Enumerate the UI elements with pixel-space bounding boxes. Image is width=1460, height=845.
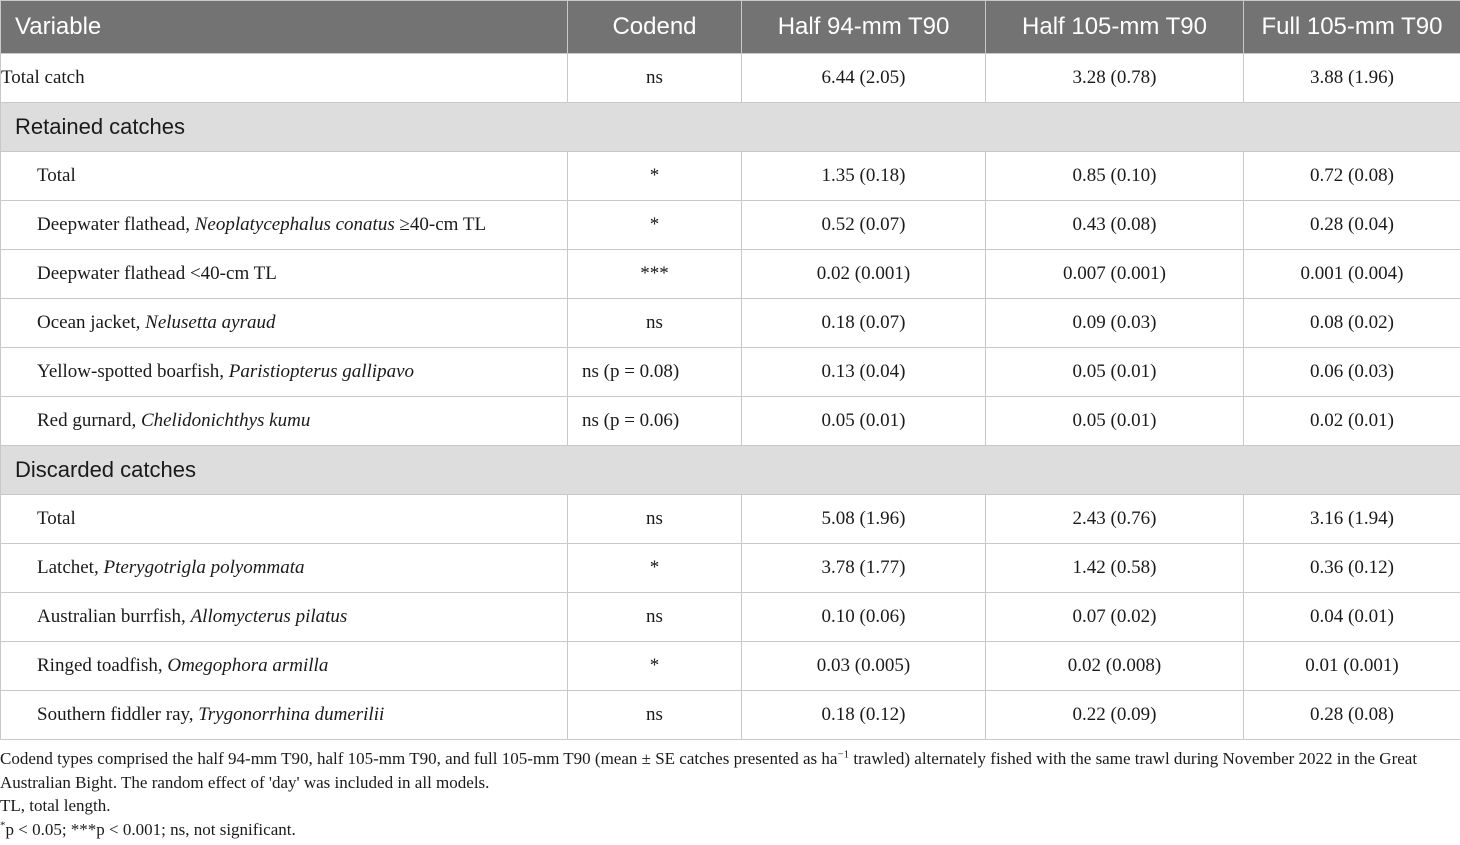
table-row <box>1 152 1460 201</box>
cell-value: 0.05 (0.01) <box>742 397 986 446</box>
cell-variable <box>1 397 568 446</box>
common-name: Ocean jacket, <box>37 312 146 333</box>
common-name: Yellow-spotted boarfish, <box>37 361 229 382</box>
cell-variable <box>1 593 568 642</box>
cell-value: 0.72 (0.08) <box>1244 152 1460 201</box>
cell-codend: ns <box>568 593 742 642</box>
cell-codend: ns <box>568 495 742 544</box>
footnote-text: p < 0.05; ***p < 0.001; ns, not significant. <box>5 819 296 839</box>
scientific-name: Neoplatycephalus conatus <box>194 214 395 235</box>
header-codend: Codend <box>568 1 742 54</box>
cell-value: 0.43 (0.08) <box>986 201 1244 250</box>
footnote-text: trawled) alternately fished with the same trawl during November 2022 in the Great Australian Bight. The random effect of 'day' was included in all models. <box>0 749 1418 792</box>
common-name: Total <box>37 508 76 529</box>
cell-value: 0.10 (0.06) <box>742 593 986 642</box>
cell-value: 0.08 (0.02) <box>1244 299 1460 348</box>
cell-value: 0.04 (0.01) <box>1244 593 1460 642</box>
cell-value: 3.16 (1.94) <box>1244 495 1460 544</box>
cell-codend: ns (p = 0.08) <box>568 348 742 397</box>
cell-value: 0.02 (0.001) <box>742 250 986 299</box>
cell-variable <box>1 152 568 201</box>
cell-value: 1.42 (0.58) <box>986 544 1244 593</box>
table-row <box>1 201 1460 250</box>
section-row-retained <box>1 103 1460 152</box>
discarded-rows <box>1 495 1460 740</box>
header-row <box>1 1 1460 54</box>
cell-value: 0.05 (0.01) <box>986 348 1244 397</box>
section-row-discarded <box>1 446 1460 495</box>
table-footnotes <box>0 747 1460 841</box>
cell-codend: * <box>568 201 742 250</box>
cell-value: 0.85 (0.10) <box>986 152 1244 201</box>
cell-value: 0.36 (0.12) <box>1244 544 1460 593</box>
cell-variable <box>1 201 568 250</box>
table-row <box>1 691 1460 740</box>
cell-value: 0.001 (0.004) <box>1244 250 1460 299</box>
common-name: Latchet, <box>37 557 104 578</box>
cell-codend: ns (p = 0.06) <box>568 397 742 446</box>
table-row <box>1 642 1460 691</box>
table-row <box>1 544 1460 593</box>
table-row <box>1 593 1460 642</box>
cell-value: 0.05 (0.01) <box>986 397 1244 446</box>
cell-value: 0.007 (0.001) <box>986 250 1244 299</box>
cell-value: 5.08 (1.96) <box>742 495 986 544</box>
cell-value: 0.28 (0.04) <box>1244 201 1460 250</box>
cell-variable <box>1 642 568 691</box>
cell-variable: Total catch <box>1 54 568 103</box>
header-variable: Variable <box>1 1 568 54</box>
section-title: Retained catches <box>1 103 1460 152</box>
scientific-name: Paristiopterus gallipavo <box>228 361 415 382</box>
scientific-name: Trygonorrhina dumerilii <box>198 704 385 725</box>
cell-value: 0.02 (0.008) <box>986 642 1244 691</box>
cell-value: 0.01 (0.001) <box>1244 642 1460 691</box>
cell-value: 0.18 (0.07) <box>742 299 986 348</box>
cell-value: 3.28 (0.78) <box>986 54 1244 103</box>
table-row <box>1 299 1460 348</box>
footnote-superscript: * <box>0 818 6 831</box>
table-row <box>1 495 1460 544</box>
footnote-description <box>0 747 1460 794</box>
cell-value: 0.18 (0.12) <box>742 691 986 740</box>
header-half-94: Half 94-mm T90 <box>742 1 986 54</box>
cell-codend: * <box>568 642 742 691</box>
common-name: Red gurnard, <box>37 410 141 431</box>
cell-value: 0.07 (0.02) <box>986 593 1244 642</box>
cell-value: 0.09 (0.03) <box>986 299 1244 348</box>
cell-variable <box>1 348 568 397</box>
section-title: Discarded catches <box>1 446 1460 495</box>
common-name: Australian burrfish, <box>37 606 191 627</box>
table-row-total-catch <box>1 54 1460 103</box>
cell-value: 2.43 (0.76) <box>986 495 1244 544</box>
cell-value: 0.52 (0.07) <box>742 201 986 250</box>
scientific-name: Nelusetta ayraud <box>145 312 276 333</box>
table-row <box>1 397 1460 446</box>
scientific-name: Allomycterus pilatus <box>190 606 348 627</box>
size-qualifier: ≥40-cm TL <box>394 214 487 235</box>
cell-codend: ns <box>568 54 742 103</box>
retained-rows <box>1 152 1460 446</box>
common-name: Total <box>37 165 76 186</box>
header-full-105: Full 105-mm T90 <box>1244 1 1460 54</box>
cell-variable <box>1 495 568 544</box>
cell-value: 3.78 (1.77) <box>742 544 986 593</box>
cell-codend: * <box>568 152 742 201</box>
scientific-name: Omegophora armilla <box>167 655 329 676</box>
common-name: Deepwater flathead <40-cm TL <box>37 263 277 284</box>
cell-value: 0.22 (0.09) <box>986 691 1244 740</box>
table-row <box>1 348 1460 397</box>
cell-variable <box>1 299 568 348</box>
cell-value: 1.35 (0.18) <box>742 152 986 201</box>
cell-codend: *** <box>568 250 742 299</box>
common-name: Deepwater flathead, <box>37 214 195 235</box>
cell-value: 0.13 (0.04) <box>742 348 986 397</box>
cell-codend: ns <box>568 299 742 348</box>
cell-value: 0.06 (0.03) <box>1244 348 1460 397</box>
cell-value: 6.44 (2.05) <box>742 54 986 103</box>
table-row <box>1 250 1460 299</box>
cell-value: 0.03 (0.005) <box>742 642 986 691</box>
scientific-name: Pterygotrigla polyommata <box>103 557 305 578</box>
cell-codend: * <box>568 544 742 593</box>
common-name: Southern fiddler ray, <box>37 704 199 725</box>
footnote-abbreviation: TL, total length. <box>0 796 111 815</box>
cell-variable <box>1 250 568 299</box>
footnote-text: Codend types comprised the half 94-mm T90, half 105-mm T90, and full 105-mm T90 (mean ± SE catches presented as ha <box>0 749 838 768</box>
cell-value: 0.02 (0.01) <box>1244 397 1460 446</box>
footnote-superscript: −1 <box>837 748 850 761</box>
cell-codend: ns <box>568 691 742 740</box>
header-half-105: Half 105-mm T90 <box>986 1 1244 54</box>
cell-value: 0.28 (0.08) <box>1244 691 1460 740</box>
common-name: Ringed toadfish, <box>37 655 168 676</box>
cell-variable <box>1 544 568 593</box>
footnote-significance <box>0 818 1460 842</box>
scientific-name: Chelidonichthys kumu <box>140 410 311 431</box>
cell-variable <box>1 691 568 740</box>
cell-value: 3.88 (1.96) <box>1244 54 1460 103</box>
